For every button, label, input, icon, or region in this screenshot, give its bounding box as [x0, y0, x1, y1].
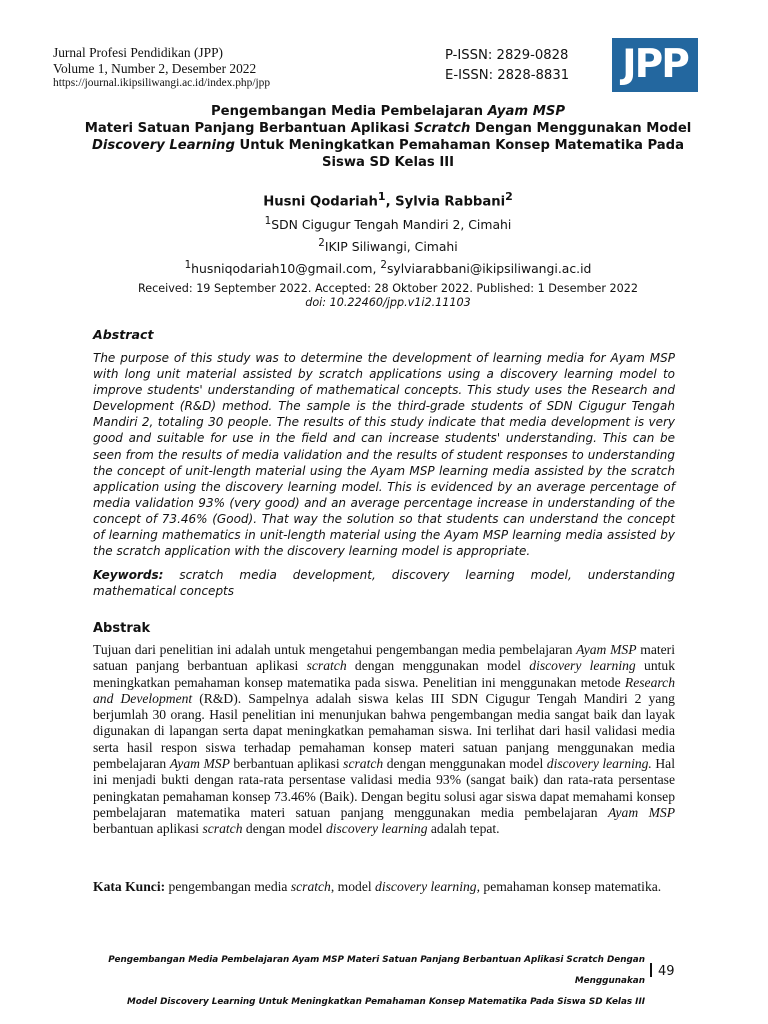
footer-line-2: Model Discovery Learning Untuk Meningkatkan Pemahaman Konsep Matematika Pada Siswa SD Kelas III	[126, 997, 645, 1007]
page-number: 49	[650, 963, 675, 979]
affiliation-2: $^2$IKIP Siliwangi, Cimahi	[318, 237, 458, 255]
author-emails: $^1$husniqodariah10@gmail.com, $^2$sylviarabbani@ikipsiliwangi.ac.id	[184, 259, 592, 277]
paper-title: Pengembangan Media Pembelajaran Ayam MSP Materi Satuan Panjang Berbantuan Aplikasi Scratch Dengan Menggunakan Model Discovery Learning Untuk Meningkatkan Pemahaman Konsep Matematika Pada Siswa SD Kelas III	[84, 104, 692, 170]
footer-line-1: Pengembangan Media Pembelajaran Ayam MSP Materi Satuan Panjang Berbantuan Aplikasi Scratch Dengan Menggunakan	[108, 955, 645, 986]
publication-dates	[80, 282, 696, 310]
email-1[interactable]: husniqodariah10@gmail.com,	[191, 261, 381, 277]
abstract-heading: Abstract	[93, 327, 154, 342]
affiliations	[80, 212, 696, 278]
keywords: Keywords: scratch media development, discovery learning model, understanding mathematical concepts	[93, 568, 675, 599]
page-divider	[650, 963, 652, 977]
abstrak-heading: Abstrak	[93, 621, 151, 636]
issn-block	[445, 46, 569, 86]
journal-name: Jurnal Profesi Pendidikan (JPP)	[53, 45, 223, 60]
p-issn: P-ISSN: 2829-0828	[445, 48, 569, 63]
journal-volume: Volume 1, Number 2, Desember 2022	[53, 60, 257, 76]
author-2: Sylvia Rabbani	[395, 194, 506, 210]
abstract-body: The purpose of this study was to determine the development of learning media for Ayam MSP with long unit material assisted by scratch applications using a discovery learning model to improve students' understanding of mathematical concepts. This study uses the Research and Development (R&D) method. The sample is the third-grade students of SDN Cigugur Tengah Mandiri 2, totaling 30 people. The results of this study indicate that media development is very good and suitable for use in the field and can increase students' understanding. This can be seen from the results of media validation and the results of student responses to understanding the concept of unit-length material using the Ayam MSP learning media assisted by the scratch application using the discovery learning model. This is evidenced by an average percentage of media validation 93% (very good) and an average percentage increase in understanding of the concept of 73.46% (Good). That way the solution so that students can understand the concept of learning mathematics in unit-length material using the Ayam MSP learning media assisted by the scratch application with the discovery learning model is appropriate.	[93, 351, 675, 559]
email-2[interactable]: sylviarabbani@ikipsiliwangi.ac.id	[386, 261, 592, 277]
affiliation-1: $^1$SDN Cigugur Tengah Mandiri 2, Cimahi	[264, 215, 512, 233]
journal-url[interactable]: https://journal.ikipsiliwangi.ac.id/index.php/jpp	[53, 77, 271, 89]
kata-kunci: Kata Kunci: pengembangan media scratch, model discovery learning, pemahaman konsep matematika.	[93, 879, 662, 894]
journal-header	[53, 45, 270, 92]
doi-link[interactable]: doi: 10.22460/jpp.v1i2.11103	[305, 296, 471, 309]
author-list: Husni Qodariah$^1$, Sylvia Rabbani$^2$	[263, 190, 513, 210]
running-footer	[60, 950, 645, 1013]
e-issn: E-ISSN: 2828-8831	[445, 68, 570, 83]
jpp-logo: JPP	[612, 38, 698, 92]
abstrak-body: Tujuan dari penelitian ini adalah untuk mengetahui pengembangan media pembelajaran Ayam MSP materi satuan panjang berbantuan aplikasi scratch dengan menggunakan model discovery learning untuk meningkatkan pemahaman konsep matematika pada siswa. Penelitian ini menggunakan metode Research and Development (R&D). Sampelnya adalah siswa kelas III SDN Cigugur Tengah Mandiri 2 yang berjumlah 30 orang. Hasil penelitian ini menunjukan bahwa pengembangan media sangat baik dan layak digunakan di lapangan serta dapat meningkatkan pemahaman siswa. Ini terlihat dari hasil validasi media serta hasil respon siswa terhadap pemahaman konsep materi satuan panjang menggunakan media pembelajaran Ayam MSP berbantuan aplikasi scratch dengan menggunakan model discovery learning. Hal ini menjadi bukti dengan rata-rata persentase validasi media 93% (sangat baik) dan rata-rata persentase peningkatan pemahaman konsep 73.46% (Baik). Dengan begitu solusi agar siswa dapat memahami konsep pembelajaran matematika materi satuan panjang menggunakan media pembelajaran Ayam MSP berbantuan aplikasi scratch dengan model discovery learning adalah tepat.	[93, 642, 675, 837]
author-1: Husni Qodariah	[263, 194, 378, 210]
dates-line: Received: 19 September 2022. Accepted: 28 Oktober 2022. Published: 1 Desember 2022	[137, 282, 639, 295]
